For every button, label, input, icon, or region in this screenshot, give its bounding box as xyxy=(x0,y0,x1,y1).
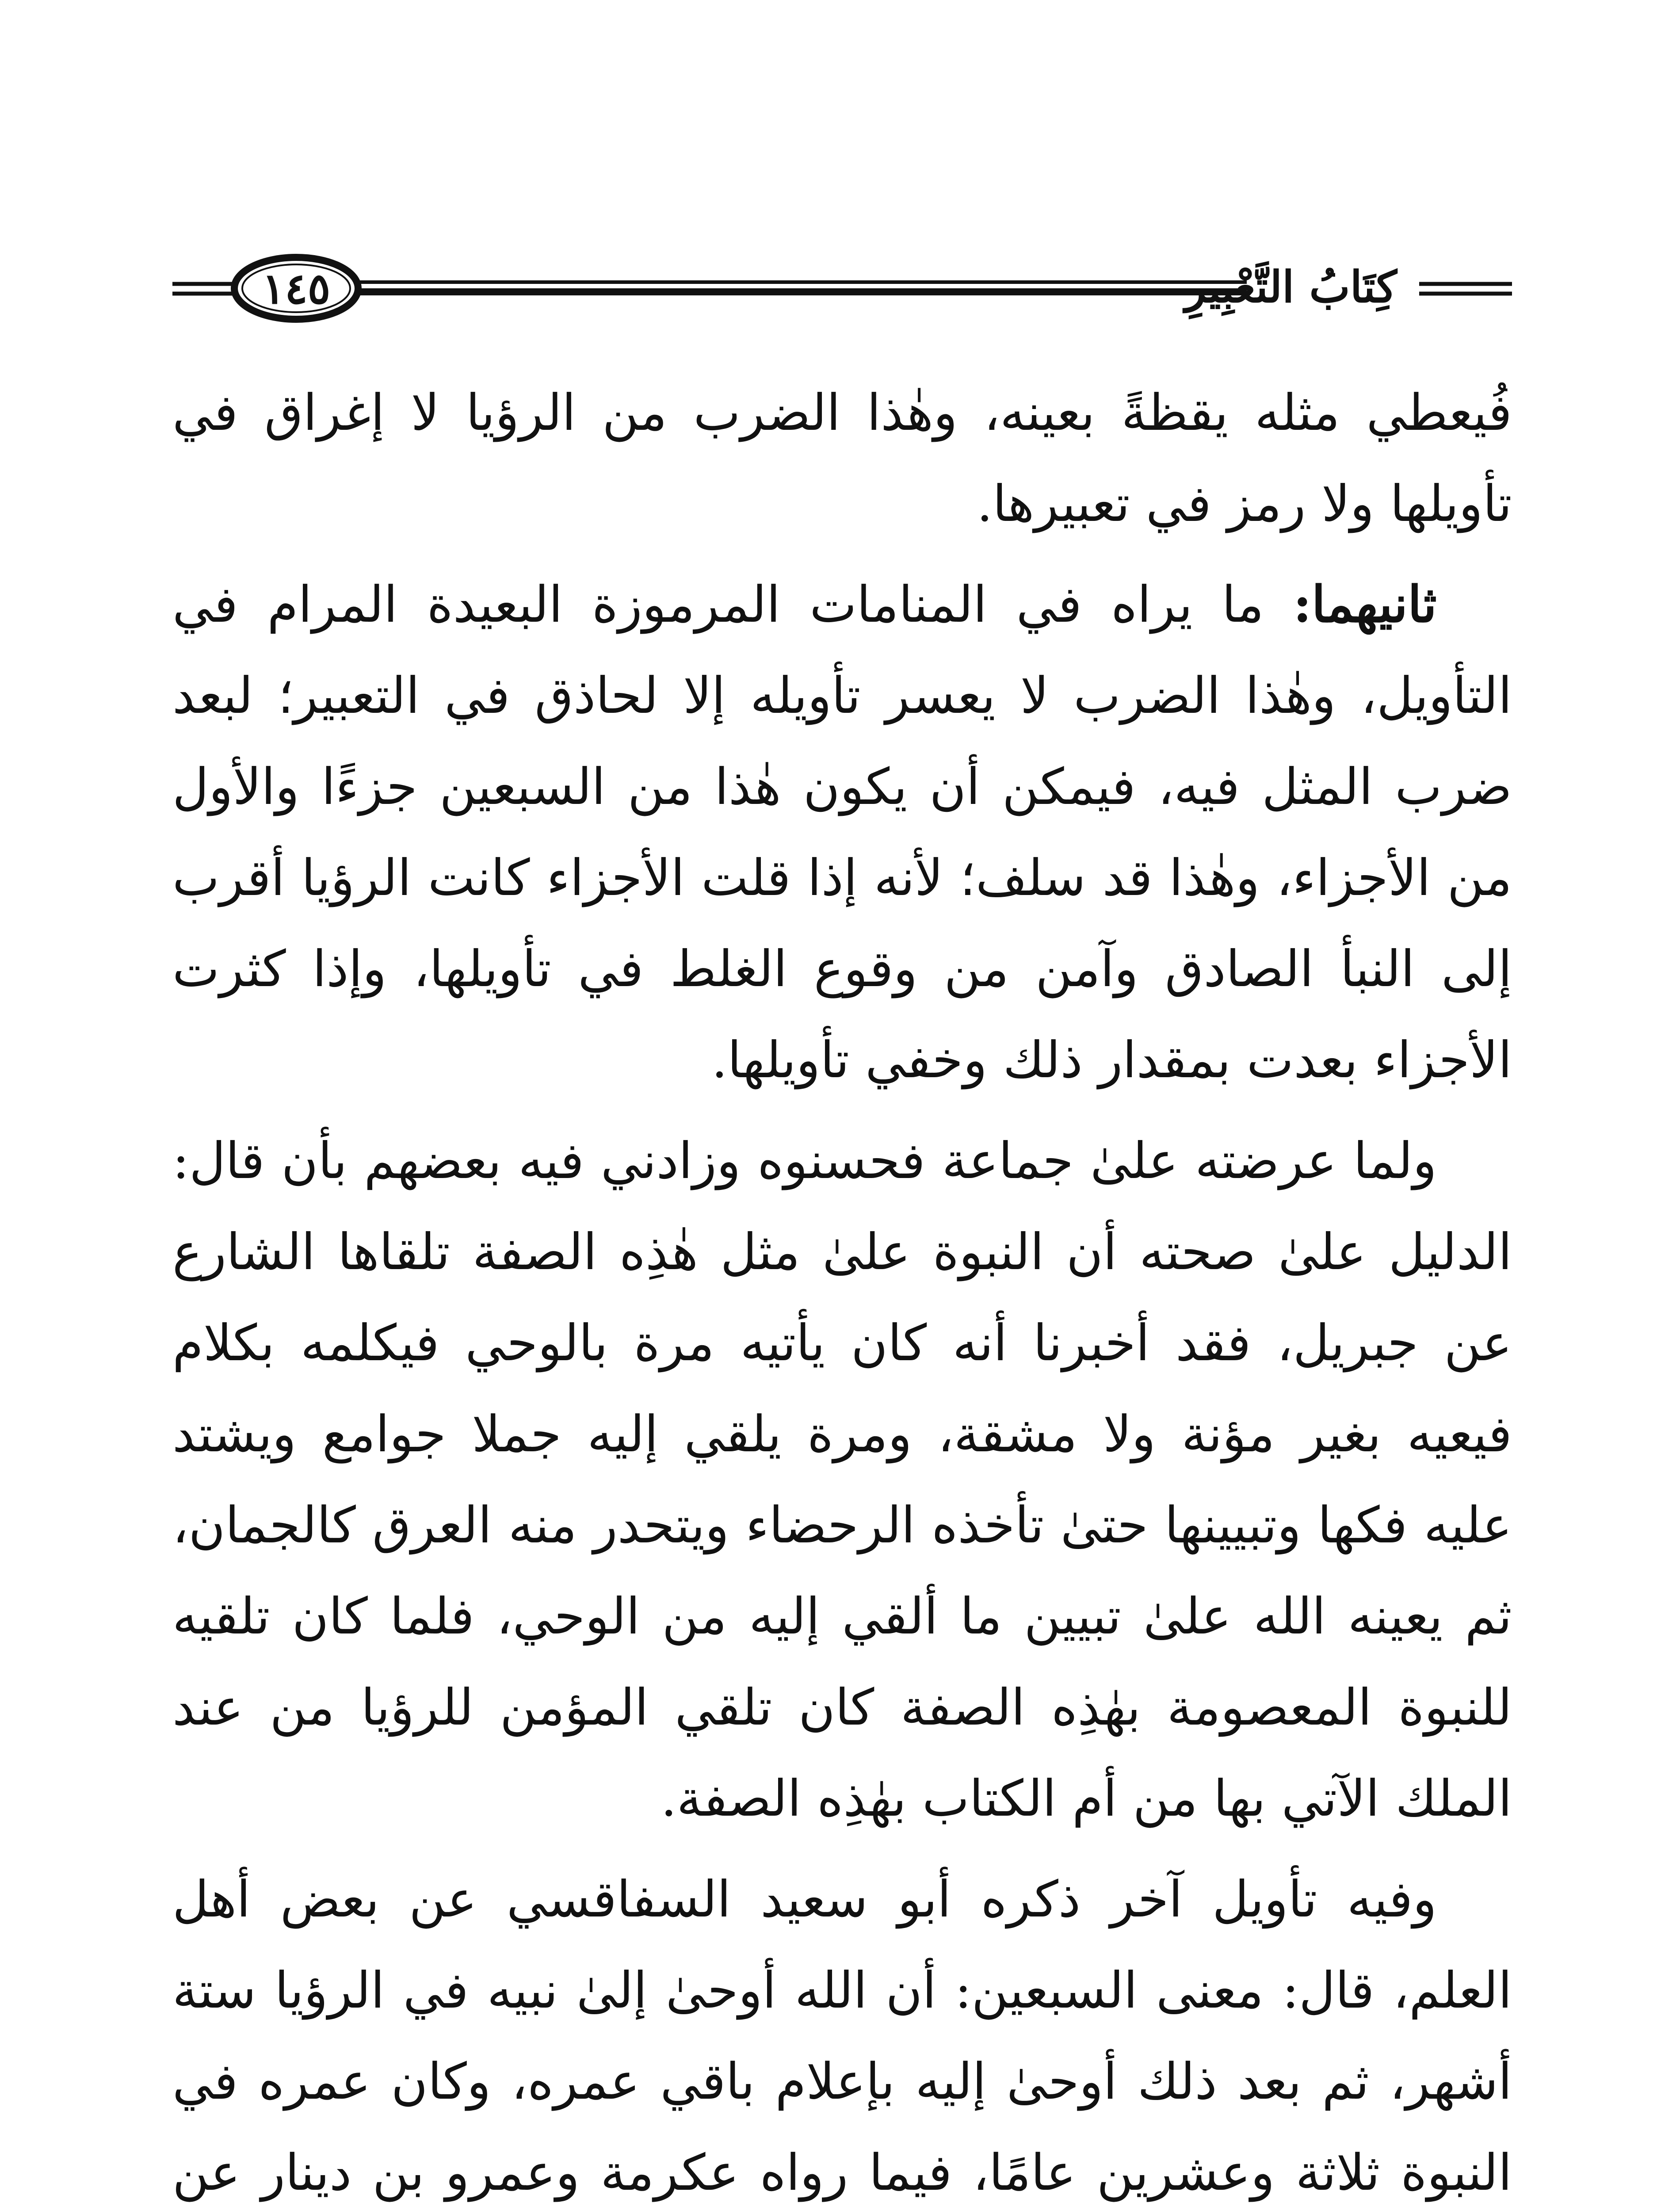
page-header xyxy=(172,248,1512,327)
page-number: ١٤٥ xyxy=(262,264,331,314)
paragraph-text: وفيه تأويل آخر ذكره أبو سعيد السفاقسي عن بعض أهل العلم، قال: معنى السبعين: أن الله أوحىٰ إلىٰ نبيه في الرؤيا ستة أشهر، ثم بعد ذلك أوحىٰ إليه بإعلام باقي عمره، وكان عمره في النبوة ثلاثة وعشرين عامًا، فيما رواه عكرمة وعمرو بن دينار عن xyxy=(172,1870,1512,2202)
paragraph xyxy=(172,1854,1512,2211)
paragraph-lead: ثانيهما: xyxy=(1293,575,1437,634)
running-title: كِتَابُ التَّعْبِيرِ xyxy=(1185,262,1397,313)
paragraph xyxy=(172,367,1512,549)
main-text xyxy=(172,367,1512,2211)
paragraph-text: فُيعطي مثله يقظةً بعينه، وهٰذا الضرب من الرؤيا لا إغراق في تأويلها ولا رمز في تعبيرها. xyxy=(172,383,1512,533)
paragraph xyxy=(172,559,1512,1106)
paragraph xyxy=(172,1115,1512,1844)
paragraph-text: ما يراه في المنامات المرموزة البعيدة المرام في التأويل، وهٰذا الضرب لا يعسر تأويله إلا لحاذق في التعبير؛ لبعد ضرب المثل فيه، فيمكن أن يكون هٰذا من السبعين جزءًا والأول من الأجزاء، وهٰذا قد سلف؛ لأنه إذا قلت الأجزاء كانت الرؤيا أقرب إلى النبأ الصادق وآمن من وقوع الغلط في تأويلها، وإذا كثرت الأجزاء بعدت بمقدار ذلك وخفي تأويلها. xyxy=(172,575,1512,1089)
paragraph-text: ولما عرضته علىٰ جماعة فحسنوه وزادني فيه بعضهم بأن قال: الدليل علىٰ صحته أن النبوة علىٰ مثل هٰذِه الصفة تلقاها الشارع عن جبريل، فقد أخبرنا أنه كان يأتيه مرة بالوحي فيكلمه بكلام فيعيه بغير مؤنة ولا مشقة، ومرة يلقي إليه جملا جوامع ويشتد عليه فكها وتبيينها حتىٰ تأخذه الرحضاء ويتحدر منه العرق كالجمان، ثم يعينه الله علىٰ تبيين ما ألقي إليه من الوحي، فلما كان تلقيه للنبوة المعصومة بهٰذِه الصفة كان تلقي المؤمن للرؤيا من عند الملك الآتي بها من أم الكتاب بهٰذِه الصفة. xyxy=(172,1132,1512,1828)
